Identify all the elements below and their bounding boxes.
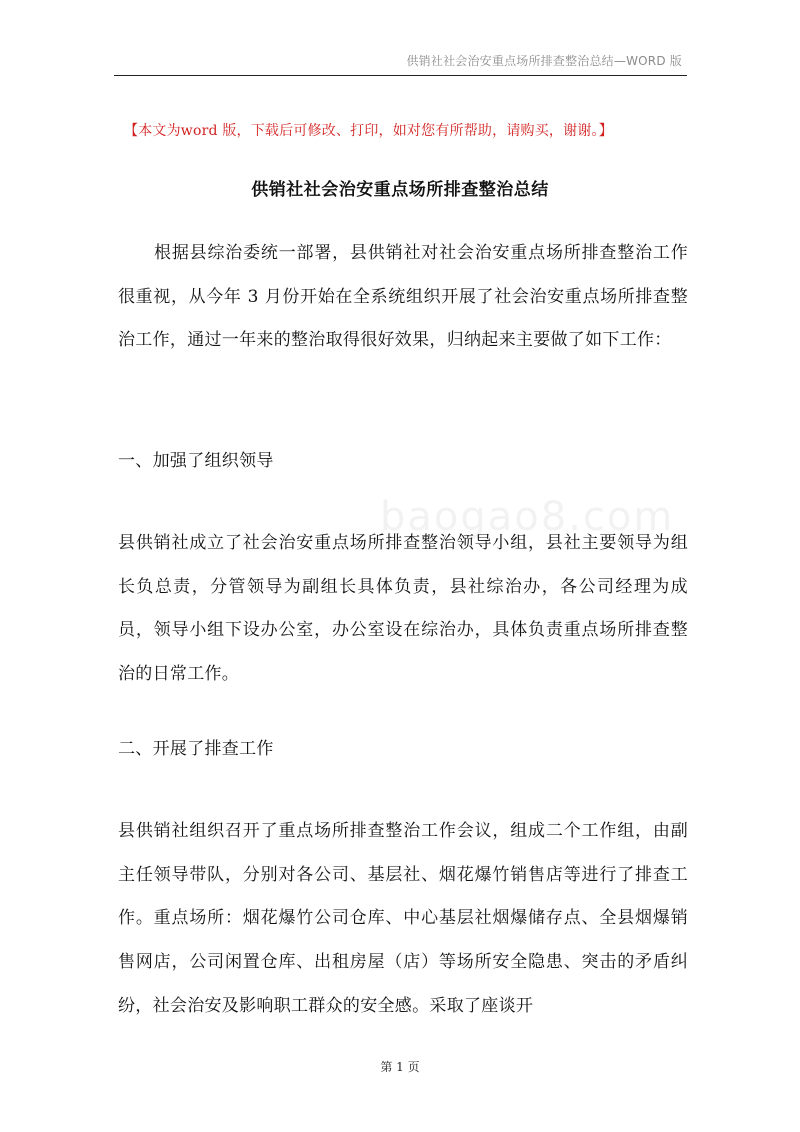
document-title: 供销社社会治安重点场所排查整治总结 [251, 180, 549, 200]
download-notice: 【本文为word 版，下载后可修改、打印，如对您有所帮助，请购买，谢谢。】 [124, 123, 613, 139]
section-heading-2: 二、开展了排查工作 [118, 739, 274, 759]
running-header: 供销社社会治安重点场所排查整治总结—WORD 版 [406, 54, 682, 68]
intro-paragraph: 根据县综治委统一部署，县供销社对社会治安重点场所排查整治工作很重视，从今年 3 月份开始在全系统组织开展了社会治安重点场所排查整治工作，通过一年来的整治取得很好效果，归纳起来主要做了如下工作： [118, 243, 688, 351]
page-number: 第 1 页 [380, 1060, 420, 1074]
section-body-2: 县供销社组织召开了重点场所排查整治工作会议，组成二个工作组，由副主任领导带队，分别对各公司、基层社、烟花爆竹销售店等进行了排查工作。重点场所：烟花爆竹公司仓库、中心基层社烟爆储存点、全县烟爆销售网店，公司闲置仓库、出租房屋（店）等场所安全隐患、突击的矛盾纠纷，社会治安及影响职工群众的安全感。采取了座谈开 [118, 821, 688, 1016]
section-heading-1: 一、加强了组织领导 [118, 451, 274, 471]
header-divider [114, 75, 687, 76]
watermark: baogao8.com [380, 494, 675, 540]
section-body-1: 县供销社成立了社会治安重点场所排查整治领导小组，县社主要领导为组长负总责，分管领导为副组长具体负责，县社综治办，各公司经理为成员，领导小组下设办公室，办公室设在综治办，具体负责重点场所排查整治的日常工作。 [118, 533, 688, 685]
